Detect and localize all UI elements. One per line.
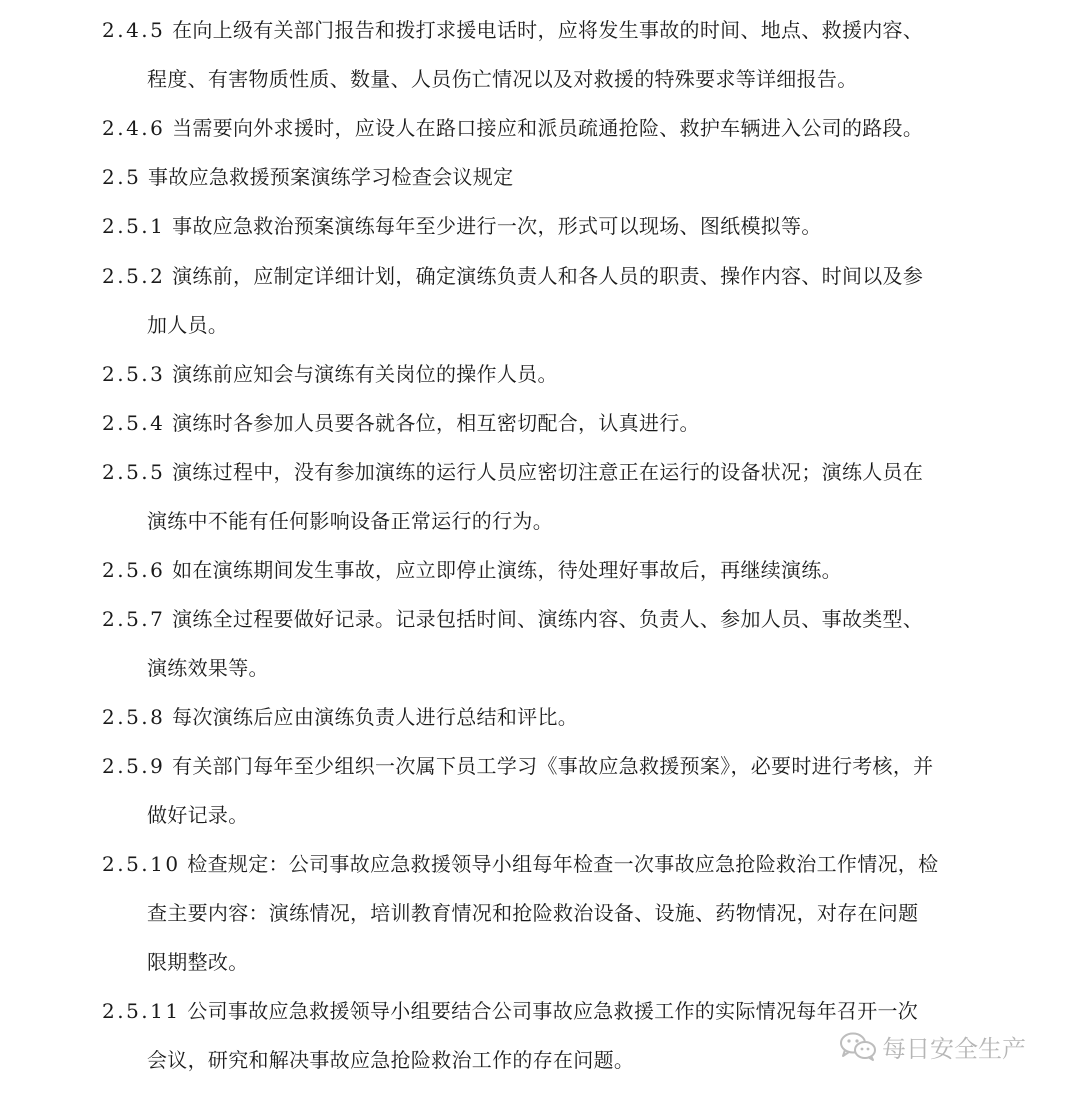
item-text: 事故应急救治预案演练每年至少进行一次，形式可以现场、图纸模拟等。 (172, 214, 822, 238)
item-2-5-3 (102, 360, 558, 388)
item-number: 2.5 (102, 165, 142, 189)
item-text: 演练时各参加人员要各就各位，相互密切配合，认真进行。 (172, 411, 700, 435)
item-2-4-6 (102, 114, 923, 142)
item-text: 如在演练期间发生事故，应立即停止演练，待处理好事故后，再继续演练。 (172, 558, 842, 582)
item-number: 2.5.10 (102, 852, 181, 876)
item-number: 2.5.1 (102, 214, 166, 238)
item-number: 2.5.2 (102, 264, 166, 288)
item-2-5-2-continuation: 加人员。 (147, 313, 229, 337)
item-2-5-5-continuation: 演练中不能有任何影响设备正常运行的行为。 (147, 509, 553, 533)
item-number: 2.5.7 (102, 607, 166, 631)
item-number: 2.5.11 (102, 999, 181, 1023)
item-2-5-9-continuation: 做好记录。 (147, 803, 249, 827)
item-2-5-10-continuation-2: 限期整改。 (147, 950, 249, 974)
item-2-5-1 (102, 212, 822, 240)
item-text: 演练全过程要做好记录。记录包括时间、演练内容、负责人、参加人员、事故类型、 (172, 607, 924, 631)
section-heading-2-5 (102, 163, 513, 191)
item-text: 事故应急救援预案演练学习检查会议规定 (147, 165, 514, 189)
item-number: 2.5.8 (102, 705, 166, 729)
item-2-5-2 (102, 262, 923, 290)
item-2-5-8 (102, 703, 578, 731)
item-2-5-11 (102, 997, 918, 1025)
item-text: 在向上级有关部门报告和拨打求援电话时，应将发生事故的时间、地点、救援内容、 (172, 18, 924, 42)
item-number: 2.5.3 (102, 362, 166, 386)
item-text: 演练前应知会与演练有关岗位的操作人员。 (172, 362, 558, 386)
watermark (838, 1030, 1026, 1062)
item-2-5-5 (102, 458, 923, 486)
item-2-5-10 (102, 850, 938, 878)
item-text: 演练前，应制定详细计划，确定演练负责人和各人员的职责、操作内容、时间以及参 (172, 264, 924, 288)
item-text: 当需要向外求援时，应设人在路口接应和派员疏通抢险、救护车辆进入公司的路段。 (172, 116, 924, 140)
item-2-5-7-continuation: 演练效果等。 (147, 656, 269, 680)
item-number: 2.4.6 (102, 116, 166, 140)
item-2-5-9 (102, 752, 933, 780)
item-text: 检查规定：公司事故应急救援领导小组每年检查一次事故应急抢险救治工作情况，检 (187, 852, 939, 876)
item-2-5-11-continuation: 会议，研究和解决事故应急抢险救治工作的存在问题。 (147, 1048, 635, 1072)
item-2-5-6 (102, 556, 842, 584)
item-number: 2.5.9 (102, 754, 166, 778)
item-number: 2.5.6 (102, 558, 166, 582)
item-2-4-5 (102, 16, 923, 44)
item-2-5-4 (102, 409, 700, 437)
item-text: 每次演练后应由演练负责人进行总结和评比。 (172, 705, 579, 729)
item-number: 2.4.5 (102, 18, 166, 42)
item-2-5-7 (102, 605, 923, 633)
watermark-text: 每日安全生产 (882, 1034, 1026, 1063)
item-text: 公司事故应急救援领导小组要结合公司事故应急救援工作的实际情况每年召开一次 (187, 999, 919, 1023)
item-2-4-5-continuation: 程度、有害物质性质、数量、人员伤亡情况以及对救援的特殊要求等详细报告。 (147, 67, 858, 91)
item-number: 2.5.5 (102, 460, 166, 484)
item-text: 有关部门每年至少组织一次属下员工学习《事故应急救援预案》，必要时进行考核，并 (172, 754, 934, 778)
item-text: 演练过程中，没有参加演练的运行人员应密切注意正在运行的设备状况；演练人员在 (172, 460, 924, 484)
wechat-icon (838, 1030, 878, 1062)
item-2-5-10-continuation-1: 查主要内容：演练情况，培训教育情况和抢险救治设备、设施、药物情况，对存在问题 (147, 901, 919, 925)
item-number: 2.5.4 (102, 411, 166, 435)
